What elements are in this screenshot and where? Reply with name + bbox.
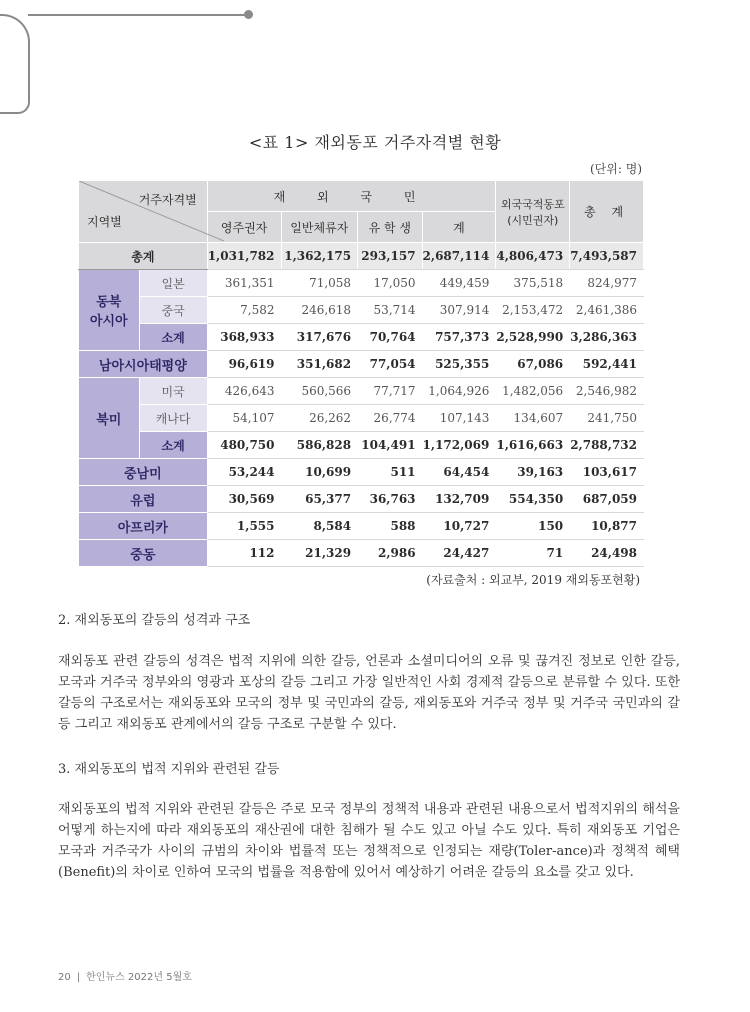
statistics-table (78, 180, 644, 567)
table-cell: 375,518 (496, 270, 570, 297)
table-cell: 241,750 (570, 405, 644, 432)
table-row (79, 243, 644, 270)
table-cell: 307,914 (422, 297, 496, 324)
table-cell: 2,153,472 (496, 297, 570, 324)
section-3-title: 3. 재외동포의 법적 지위와 관련된 갈등 (58, 762, 280, 777)
region-label: 중동 (79, 540, 208, 567)
table-cell: 1,064,926 (422, 378, 496, 405)
table-cell: 107,143 (422, 405, 496, 432)
subtotal-label: 소계 (139, 432, 207, 459)
table-cell: 36,763 (358, 486, 422, 513)
table-cell: 96,619 (207, 351, 281, 378)
table-row (79, 351, 644, 378)
subregion-label: 중국 (139, 297, 207, 324)
table-cell: 8,584 (281, 513, 358, 540)
table-row (79, 405, 644, 432)
table-cell: 77,717 (358, 378, 422, 405)
subregion-label: 일본 (139, 270, 207, 297)
table-cell: 1,031,782 (207, 243, 281, 270)
table-cell: 10,877 (570, 513, 644, 540)
table-row (79, 432, 644, 459)
table-cell: 53,244 (207, 459, 281, 486)
table-cell: 112 (207, 540, 281, 567)
table-row (79, 540, 644, 567)
table-cell: 30,569 (207, 486, 281, 513)
table-cell: 77,054 (358, 351, 422, 378)
column-header: 유 학 생 (358, 212, 422, 243)
table-cell: 368,933 (207, 324, 281, 351)
table-cell: 53,714 (358, 297, 422, 324)
table-cell: 687,059 (570, 486, 644, 513)
table-cell: 2,986 (358, 540, 422, 567)
table-cell: 426,643 (207, 378, 281, 405)
table-caption: <표 1> 재외동포 거주자격별 현황 (248, 133, 502, 152)
corner-decoration-line (28, 14, 248, 16)
corner-decoration-dot (244, 10, 253, 19)
table-cell: 824,977 (570, 270, 644, 297)
table-cell: 67,086 (496, 351, 570, 378)
table-cell: 64,454 (422, 459, 496, 486)
section-2-title: 2. 재외동포의 갈등의 성격과 구조 (58, 613, 251, 628)
region-label: 아프리카 (79, 513, 208, 540)
table-cell: 586,828 (281, 432, 358, 459)
page-number: 20 (58, 972, 71, 983)
table-cell: 150 (496, 513, 570, 540)
grand-total-header: 총 계 (570, 181, 644, 243)
table-cell: 24,498 (570, 540, 644, 567)
table-row (79, 459, 644, 486)
table-cell: 511 (358, 459, 422, 486)
table-cell: 65,377 (281, 486, 358, 513)
table-cell: 7,493,587 (570, 243, 644, 270)
table-row (79, 486, 644, 513)
corner-bottom-label: 지역별 (87, 215, 122, 229)
table-corner-header (79, 181, 208, 243)
corner-diagonal (79, 181, 224, 241)
region-label: 북미 (79, 378, 140, 459)
table-cell: 1,362,175 (281, 243, 358, 270)
table-cell: 2,546,982 (570, 378, 644, 405)
table-cell: 2,528,990 (496, 324, 570, 351)
region-label: 중남미 (79, 459, 208, 486)
table-cell: 70,764 (358, 324, 422, 351)
table-cell: 7,582 (207, 297, 281, 324)
table-cell: 449,459 (422, 270, 496, 297)
table-row (79, 297, 644, 324)
region-label: 남아시아태평양 (79, 351, 208, 378)
subtotal-label: 소계 (139, 324, 207, 351)
table-cell: 588 (358, 513, 422, 540)
region-label: 동북 아시아 (79, 270, 140, 351)
table-cell: 134,607 (496, 405, 570, 432)
table-cell: 351,682 (281, 351, 358, 378)
table-cell: 26,774 (358, 405, 422, 432)
subregion-label: 캐나다 (139, 405, 207, 432)
footer-separator: | (76, 972, 81, 983)
table-unit: (단위: 명) (590, 162, 642, 176)
table-cell: 1,482,056 (496, 378, 570, 405)
table-cell: 525,355 (422, 351, 496, 378)
table-cell: 560,566 (281, 378, 358, 405)
table-cell: 26,262 (281, 405, 358, 432)
table-cell: 757,373 (422, 324, 496, 351)
table-cell: 104,491 (358, 432, 422, 459)
publication-name: 한인뉴스 2022년 5월호 (86, 972, 192, 983)
table-row (79, 513, 644, 540)
table-cell: 103,617 (570, 459, 644, 486)
table-cell: 10,699 (281, 459, 358, 486)
table-cell: 1,172,069 (422, 432, 496, 459)
table-cell: 54,107 (207, 405, 281, 432)
table-cell: 1,616,663 (496, 432, 570, 459)
foreign-national-header: 외국국적동포 (시민권자) (496, 181, 570, 243)
table-cell: 554,350 (496, 486, 570, 513)
table-cell: 4,806,473 (496, 243, 570, 270)
section-2-body: 재외동포 관련 갈등의 성격은 법적 지위에 의한 갈등, 언론과 소셜미디어의 오류 및 끊겨진 정보로 인한 갈등, 모국과 거주국 정부와의 영광과 포상의 갈등 그리고 가장 일반적인 사회 경제적 갈등으로 분류할 수 있다. 또한 갈등의 구조로서는 재외동포와 모국의 정부 및 국민과의 갈등, 재외동포와 거주국 정부 및 거주국 국민과의 갈등 그리고 재외동포 관계에서의 갈등 구조로 구분할 수 있다. (58, 654, 680, 732)
table-cell: 17,050 (358, 270, 422, 297)
group-header: 재 외 국 민 (207, 181, 496, 212)
table-cell: 3,286,363 (570, 324, 644, 351)
table-cell: 317,676 (281, 324, 358, 351)
table-cell: 2,461,386 (570, 297, 644, 324)
table-cell: 39,163 (496, 459, 570, 486)
column-header: 영주권자 (207, 212, 281, 243)
corner-decoration-bracket (0, 14, 30, 114)
row-label: 총계 (79, 243, 208, 270)
table-cell: 71,058 (281, 270, 358, 297)
column-header: 계 (422, 212, 496, 243)
table-row (79, 270, 644, 297)
column-header: 일반체류자 (281, 212, 358, 243)
page-footer (58, 968, 192, 983)
table-cell: 21,329 (281, 540, 358, 567)
corner-top-label: 거주자격별 (138, 193, 197, 207)
table-cell: 480,750 (207, 432, 281, 459)
table-cell: 71 (496, 540, 570, 567)
table-cell: 246,618 (281, 297, 358, 324)
table-row (79, 378, 644, 405)
table-cell: 293,157 (358, 243, 422, 270)
table-source: (자료출처 : 외교부, 2019 재외동포현황) (426, 573, 640, 587)
subregion-label: 미국 (139, 378, 207, 405)
table-cell: 2,788,732 (570, 432, 644, 459)
table-cell: 132,709 (422, 486, 496, 513)
table-cell: 2,687,114 (422, 243, 496, 270)
section-3-body: 재외동포의 법적 지위와 관련된 갈등은 주로 모국 정부의 정책적 내용과 관련된 내용으로서 법적지위의 해석을 어떻게 하는지에 따라 재외동포의 재산권에 대한 침해가 될 수도 있고 아닐 수도 있다. 특히 재외동포 기업은 모국과 거주국가 사이의 규범의 차이와 법률적 또는 정책적으로 인정되는 재량(Toler-ance)과 정책적 혜택(Benefit)의 차이로 인하여 모국의 법률을 적용함에 있어서 예상하기 어려운 갈등의 요소를 갖고 있다. (58, 802, 680, 880)
table-cell: 592,441 (570, 351, 644, 378)
table-cell: 10,727 (422, 513, 496, 540)
region-label: 유럽 (79, 486, 208, 513)
table-cell: 1,555 (207, 513, 281, 540)
table-cell: 361,351 (207, 270, 281, 297)
table-cell: 24,427 (422, 540, 496, 567)
table-row (79, 324, 644, 351)
